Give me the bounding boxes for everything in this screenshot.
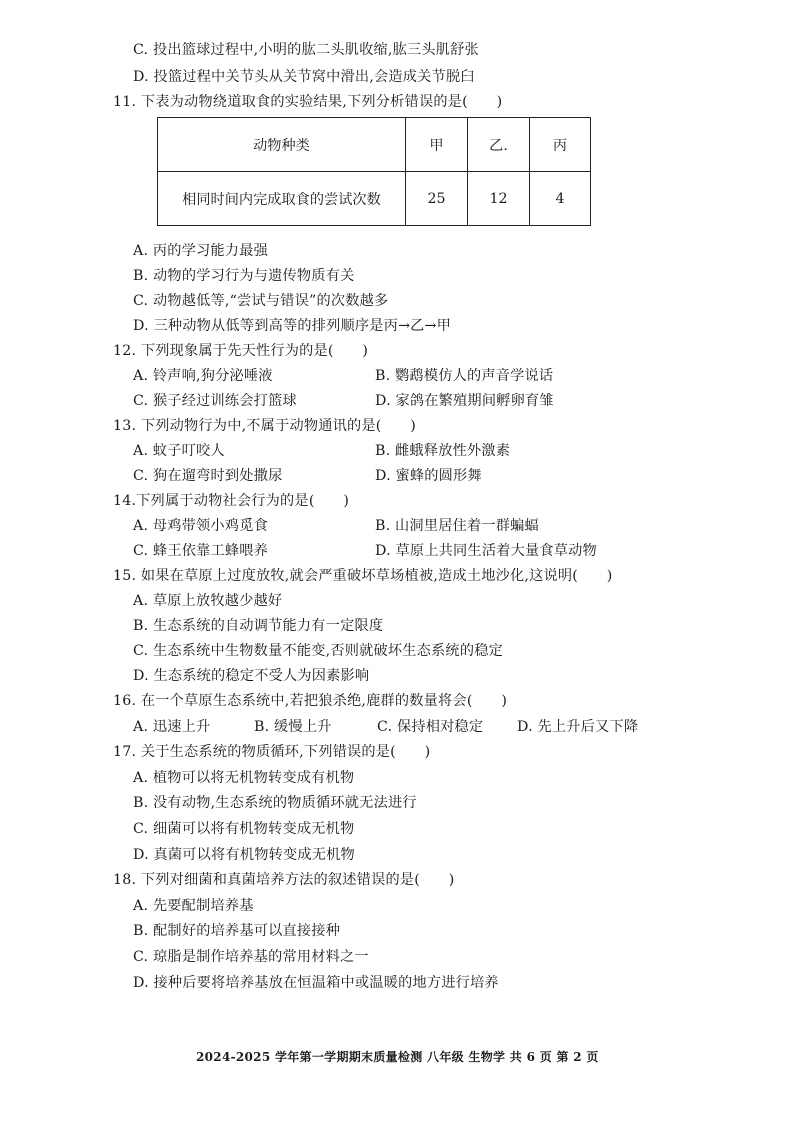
- q14-option-a: A. 母鸡带领小鸡觅食: [133, 518, 268, 534]
- q13-option-c: C. 狗在遛弯时到处撒尿: [133, 468, 283, 484]
- q17-option-c: C. 细菌可以将有机物转变成无机物: [133, 821, 355, 837]
- q11-option-a: A. 丙的学习能力最强: [133, 243, 268, 259]
- q13-stem: 13. 下列动物行为中,不属于动物通讯的是( ): [113, 418, 417, 434]
- table-cell: 乙.: [468, 118, 530, 172]
- q15-option-a: A. 草原上放牧越少越好: [133, 593, 283, 609]
- q12-stem: 12. 下列现象属于先天性行为的是( ): [113, 343, 369, 359]
- q11-option-c: C. 动物越低等,“尝试与错误”的次数越多: [133, 293, 389, 309]
- q12-option-c: C. 猴子经过训练会打篮球: [133, 393, 297, 409]
- table-cell: 相同时间内完成取食的尝试次数: [158, 172, 406, 226]
- q18-option-c: C. 琼脂是制作培养基的常用材料之一: [133, 949, 369, 965]
- q16-option-a: A. 迅速上升: [133, 719, 211, 735]
- table-cell: 动物种类: [158, 118, 406, 172]
- q13-option-b: B. 雌蛾释放性外激素: [375, 443, 511, 459]
- q18-option-a: A. 先要配制培养基: [133, 898, 254, 914]
- q16-option-b: B. 缓慢上升: [254, 719, 332, 735]
- table-cell: 甲: [406, 118, 468, 172]
- q11-option-d: D. 三种动物从低等到高等的排列顺序是丙→乙→甲: [133, 318, 452, 334]
- q14-option-d: D. 草原上共同生活着大量食草动物: [375, 543, 597, 559]
- q15-option-b: B. 生态系统的自动调节能力有一定限度: [133, 618, 384, 634]
- q12-option-a: A. 铃声响,狗分泌唾液: [133, 368, 273, 384]
- table-cell: 丙: [530, 118, 591, 172]
- q10-option-c: C. 投出篮球过程中,小明的肱二头肌收缩,肱三头肌舒张: [133, 42, 479, 58]
- q15-option-d: D. 生态系统的稳定不受人为因素影响: [133, 668, 370, 684]
- q13-option-d: D. 蜜蜂的圆形舞: [375, 468, 482, 484]
- q15-stem: 15. 如果在草原上过度放牧,就会严重破坏草场植被,造成土地沙化,这说明( ): [113, 568, 613, 584]
- q18-stem: 18. 下列对细菌和真菌培养方法的叙述错误的是( ): [113, 872, 455, 888]
- q14-option-c: C. 蜂王依靠工蜂喂养: [133, 543, 269, 559]
- q18-option-b: B. 配制好的培养基可以直接接种: [133, 923, 341, 939]
- table-cell: 12: [468, 172, 530, 226]
- q11-option-b: B. 动物的学习行为与遗传物质有关: [133, 268, 355, 284]
- q14-stem: 14.下列属于动物社会行为的是( ): [113, 493, 350, 509]
- q13-option-a: A. 蚊子叮咬人: [133, 443, 225, 459]
- q16-option-d: D. 先上升后又下降: [517, 719, 639, 735]
- q11-stem: 11. 下表为动物绕道取食的实验结果,下列分析错误的是( ): [113, 94, 503, 110]
- q17-option-a: A. 植物可以将无机物转变成有机物: [133, 770, 355, 786]
- q17-stem: 17. 关于生态系统的物质循环,下列错误的是( ): [113, 744, 431, 760]
- q17-option-b: B. 没有动物,生态系统的物质循环就无法进行: [133, 795, 417, 811]
- q18-option-d: D. 接种后要将培养基放在恒温箱中或温暖的地方进行培养: [133, 975, 499, 991]
- table-header-row: [158, 118, 591, 172]
- q15-option-c: C. 生态系统中生物数量不能变,否则就破坏生态系统的稳定: [133, 643, 503, 659]
- table-cell: 25: [406, 172, 468, 226]
- experiment-table: [157, 117, 591, 226]
- q16-stem: 16. 在一个草原生态系统中,若把狼杀绝,鹿群的数量将会( ): [113, 693, 508, 709]
- q12-option-d: D. 家鸽在繁殖期间孵卵育雏: [375, 393, 554, 409]
- q12-option-b: B. 鹦鹉模仿人的声音学说话: [375, 368, 554, 384]
- q10-option-d: D. 投篮过程中关节头从关节窝中滑出,会造成关节脱臼: [133, 69, 475, 85]
- page-footer: 2024-2025 学年第一学期期末质量检测 八年级 生物学 共 6 页 第 2 页: [196, 1050, 599, 1064]
- q14-option-b: B. 山洞里居住着一群蝙蝠: [375, 518, 539, 534]
- table-cell: 4: [530, 172, 591, 226]
- q17-option-d: D. 真菌可以将有机物转变成无机物: [133, 847, 355, 863]
- table-row: [158, 172, 591, 226]
- q16-option-c: C. 保持相对稳定: [377, 719, 484, 735]
